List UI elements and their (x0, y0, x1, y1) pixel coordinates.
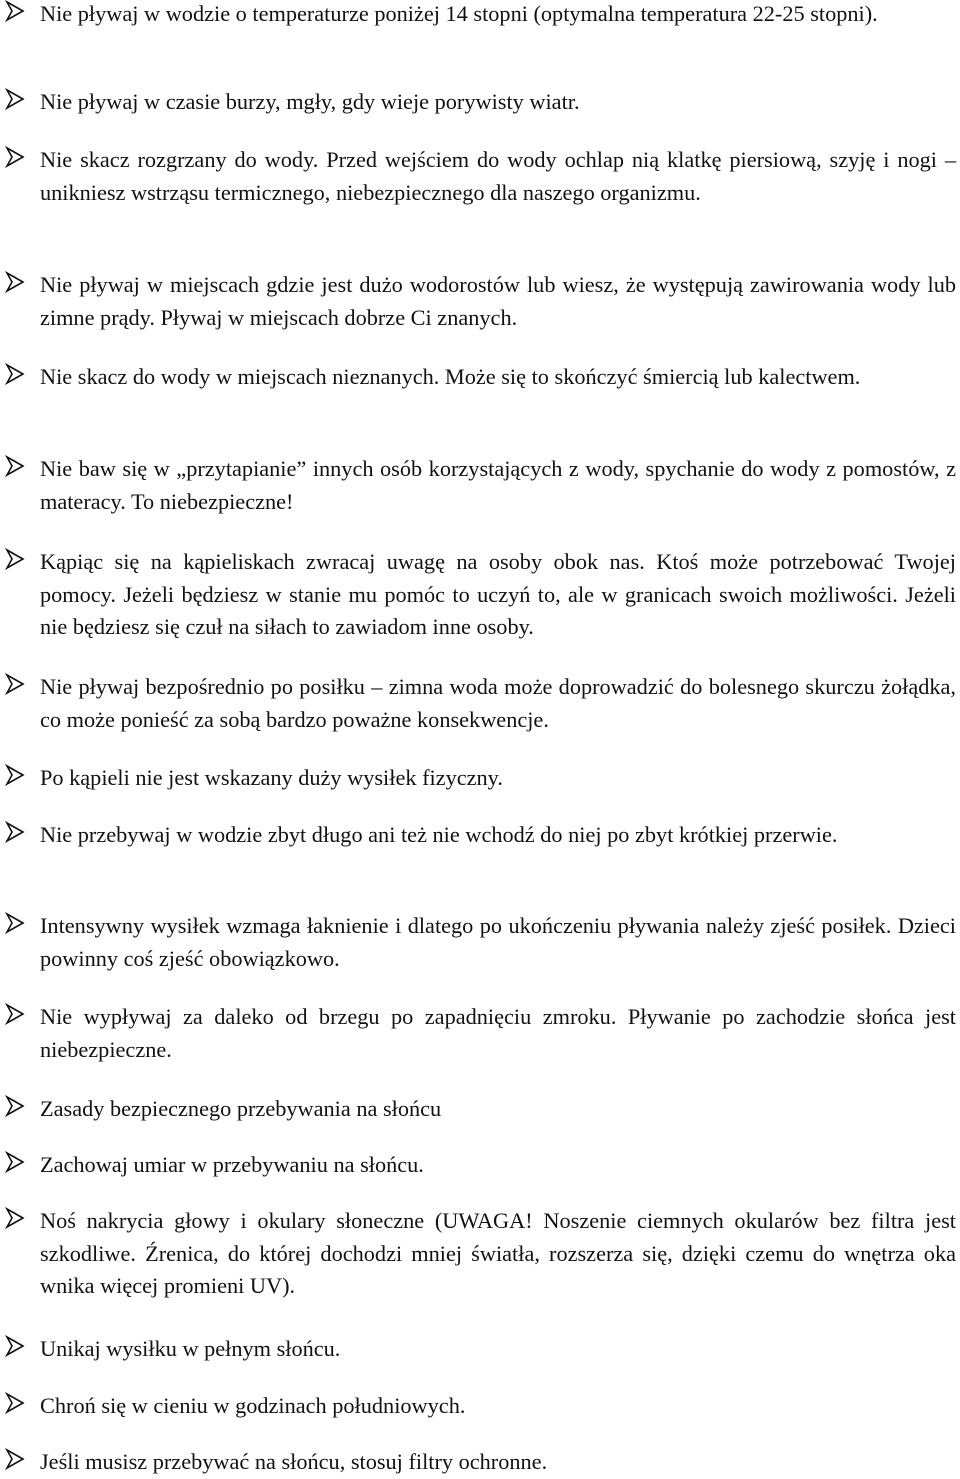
arrowhead-bullet-icon (4, 0, 26, 22)
arrowhead-bullet-icon (4, 548, 26, 570)
arrowhead-bullet-icon (4, 1151, 26, 1173)
arrowhead-bullet-icon (4, 455, 26, 477)
list-item-text: Nie baw się w „przytapianie” innych osób korzystających z wody, spychanie do wody z pomostów, z materacy. To niebezpieczne! (40, 456, 956, 514)
arrowhead-bullet-icon (4, 1335, 26, 1357)
list-item-text: Nie pływaj w czasie burzy, mgły, gdy wieje porywisty wiatr. (40, 89, 580, 114)
arrowhead-bullet-icon (4, 821, 26, 843)
list-item-text: Nie skacz rozgrzany do wody. Przed wejściem do wody ochlap nią klatkę piersiową, szyję i nogi – unikniesz wstrząsu termicznego, niebezpiecznego dla naszego organizmu. (40, 147, 956, 205)
list-item-text: Nie pływaj w wodzie o temperaturze poniżej 14 stopni (optymalna temperatura 22-25 stopni). (40, 1, 878, 26)
list-item-text: Po kąpieli nie jest wskazany duży wysiłek fizyczny. (40, 765, 503, 790)
list-item-text: Nie wypływaj za daleko od brzegu po zapadnięciu zmroku. Pływanie po zachodzie słońca jest niebezpieczne. (40, 1004, 956, 1062)
arrowhead-bullet-icon (4, 1003, 26, 1025)
arrowhead-bullet-icon (4, 673, 26, 695)
arrowhead-bullet-icon (4, 1392, 26, 1414)
arrowhead-bullet-icon (4, 1207, 26, 1229)
list-item-text: Nie pływaj bezpośrednio po posiłku – zimna woda może doprowadzić do bolesnego skurczu żołądka, co może ponieść za sobą bardzo poważne konsekwencje. (40, 674, 956, 732)
arrowhead-bullet-icon (4, 1095, 26, 1117)
list-item-text: Zasady bezpiecznego przebywania na słońcu (40, 1096, 442, 1121)
arrowhead-bullet-icon (4, 146, 26, 168)
list-item-text: Intensywny wysiłek wzmaga łaknienie i dlatego po ukończeniu pływania należy zjeść posiłek. Dzieci powinny coś zjeść obowiązkowo. (40, 913, 956, 971)
arrowhead-bullet-icon (4, 363, 26, 385)
list-item-text: Nie pływaj w miejscach gdzie jest dużo wodorostów lub wiesz, że występują zawirowania wody lub zimne prądy. Pływaj w miejscach dobrze Ci znanych. (40, 272, 956, 330)
list-item-text: Nie przebywaj w wodzie zbyt długo ani też nie wchodź do niej po zbyt krótkiej przerwie. (40, 822, 838, 847)
list-item-text: Unikaj wysiłku w pełnym słońcu. (40, 1336, 341, 1361)
list-item-text: Kąpiąc się na kąpieliskach zwracaj uwagę na osoby obok nas. Ktoś może potrzebować Twojej pomocy. Jeżeli będziesz w stanie mu pomóc to uczyń to, ale w granicach swoich możliwości. Jeżeli nie będziesz się czuł na siłach to zawiadom inne osoby. (40, 549, 956, 639)
arrowhead-bullet-icon (4, 764, 26, 786)
list-item-text: Chroń się w cieniu w godzinach południowych. (40, 1393, 466, 1418)
arrowhead-bullet-icon (4, 1448, 26, 1470)
list-item-text: Nie skacz do wody w miejscach nieznanych. Może się to skończyć śmiercią lub kalectwem. (40, 364, 861, 389)
arrowhead-bullet-icon (4, 271, 26, 293)
list-item-text: Zachowaj umiar w przebywaniu na słońcu. (40, 1152, 424, 1177)
list-item-text: Noś nakrycia głowy i okulary słoneczne (UWAGA! Noszenie ciemnych okularów bez filtra jest szkodliwe. Źrenica, do której dochodzi mniej światła, rozszerza się, dzięki czemu do wnętrza oka wnika więcej promieni UV). (40, 1208, 956, 1298)
arrowhead-bullet-icon (4, 88, 26, 110)
list-item-text: Jeśli musisz przebywać na słońcu, stosuj filtry ochronne. (40, 1449, 548, 1474)
arrowhead-bullet-icon (4, 912, 26, 934)
